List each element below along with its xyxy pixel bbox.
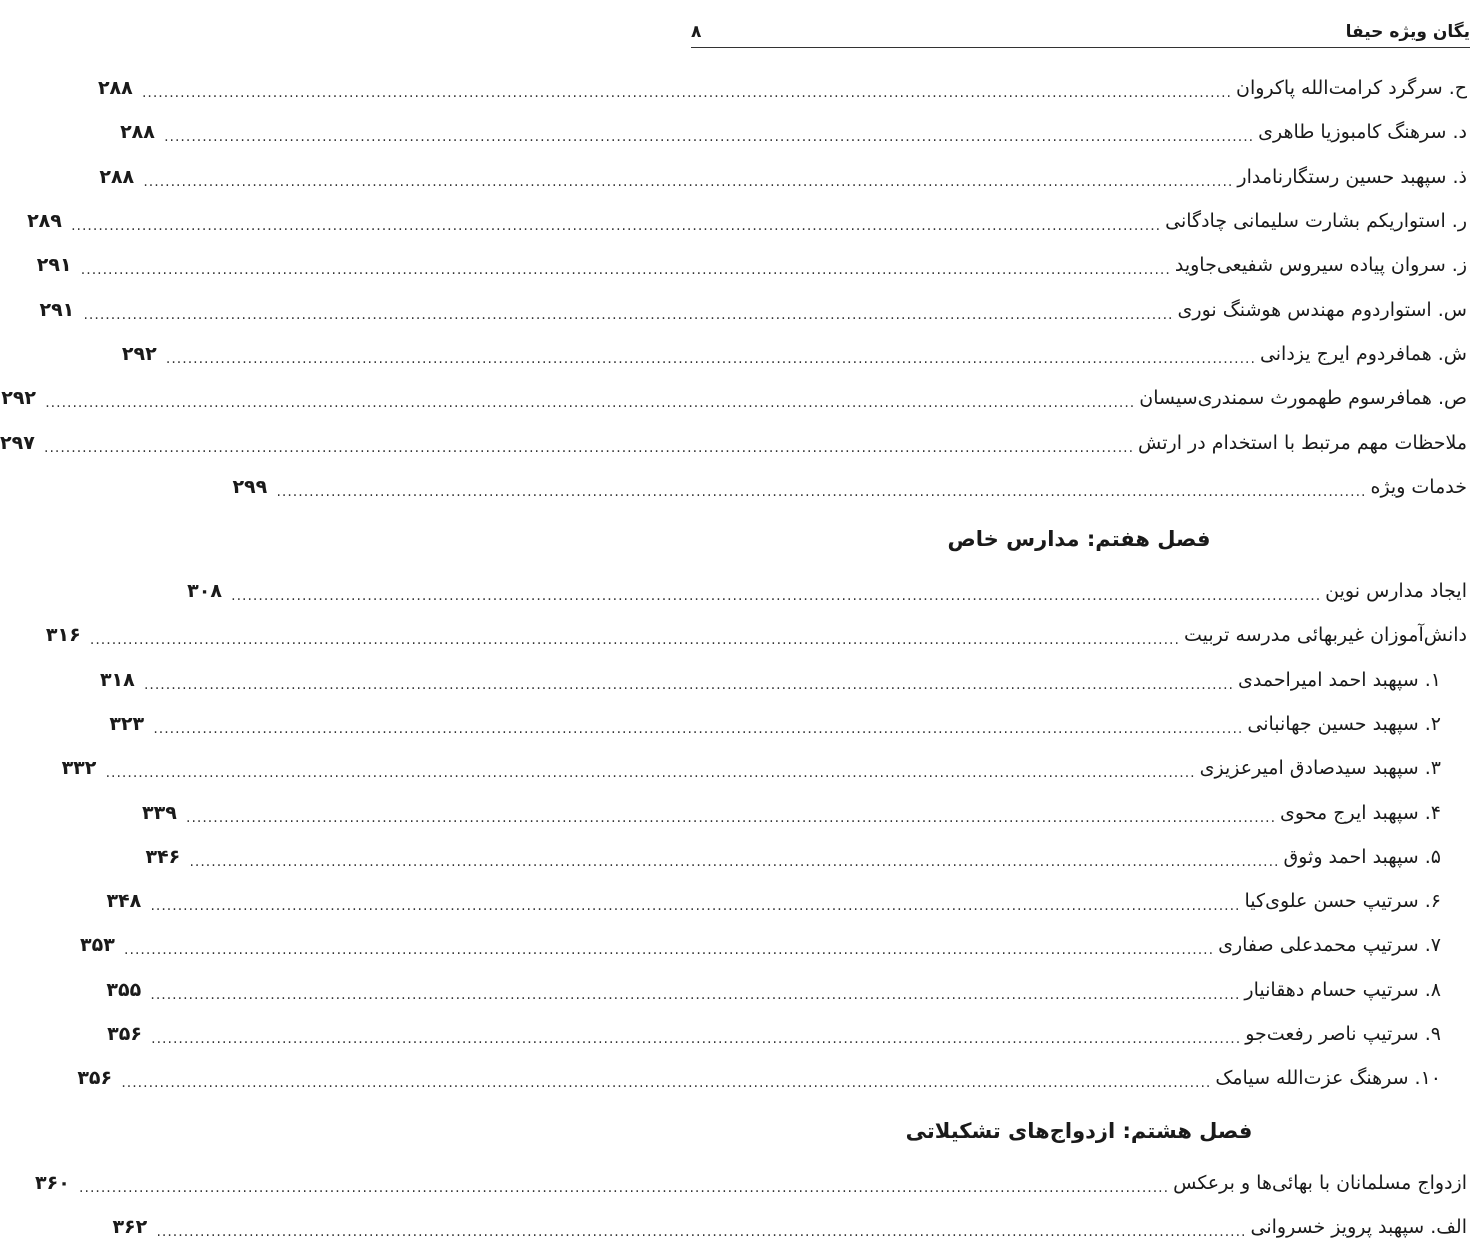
toc-entry-page-number: ۳۵۵ bbox=[106, 978, 142, 1001]
dot-leader: ........................................................................................................................................................................................................ bbox=[150, 898, 1241, 915]
toc-entry-page-number: ۲۹۹ bbox=[232, 475, 268, 498]
table-of-contents bbox=[0, 66, 1467, 1249]
dot-leader: ........................................................................................................................................................................................................ bbox=[124, 942, 1215, 959]
toc-entry-title: ۳. سپهبد سیدصادق امیرعزیزی bbox=[1199, 757, 1441, 780]
toc-entry-title: ش. همافردوم ایرج یزدانی bbox=[1259, 342, 1467, 365]
toc-entry-page-number: ۳۶۰ bbox=[35, 1171, 70, 1194]
toc-entry[interactable] bbox=[1, 376, 1467, 420]
toc-entry-page-number: ۳۲۳ bbox=[109, 713, 145, 735]
toc-entry[interactable] bbox=[97, 66, 1467, 110]
dot-leader: ........................................................................................................................................................................................................ bbox=[276, 483, 1367, 500]
dot-leader: ........................................................................................................................................................................................................ bbox=[165, 350, 1256, 367]
dot-leader: ........................................................................................................................................................................................................ bbox=[143, 173, 1234, 190]
dot-leader: ........................................................................................................................................................................................................ bbox=[143, 676, 1234, 693]
dot-leader: ........................................................................................................................................................................................................ bbox=[71, 218, 1162, 235]
toc-entry[interactable] bbox=[120, 110, 1467, 154]
toc-entry[interactable] bbox=[61, 746, 1467, 790]
dot-leader: ........................................................................................................................................................................................................ bbox=[186, 809, 1277, 826]
header-rule bbox=[691, 47, 1470, 48]
dot-leader: ........................................................................................................................................................................................................ bbox=[121, 1075, 1212, 1092]
toc-entry[interactable] bbox=[27, 199, 1467, 243]
toc-entry[interactable] bbox=[99, 155, 1467, 199]
dot-leader: ........................................................................................................................................................................................................ bbox=[80, 262, 1171, 279]
toc-entry-title: ملاحظات مهم مرتبط با استخدام در ارتش bbox=[1138, 431, 1467, 454]
toc-entry-title: ۷. سرتیپ محمدعلی صفاری bbox=[1218, 934, 1441, 957]
toc-entry-title: د. سرهنگ کامبوزیا طاهری bbox=[1258, 121, 1467, 144]
toc-entry[interactable] bbox=[36, 243, 1467, 287]
dot-leader: ........................................................................................................................................................................................................ bbox=[45, 395, 1136, 412]
toc-entry-page-number: ۲۹۲ bbox=[121, 342, 157, 365]
toc-entry-title: ۵. سپهبد احمد وثوق bbox=[1283, 845, 1441, 868]
toc-entry-page-number: ۲۸۸ bbox=[97, 77, 133, 100]
dot-leader: ........................................................................................................................................................................................................ bbox=[164, 129, 1255, 146]
toc-entry-title: س. استواردوم مهندس هوشنگ نوری bbox=[1177, 298, 1467, 321]
dot-leader: ........................................................................................................................................................................................................ bbox=[156, 1223, 1247, 1240]
toc-entry-page-number: ۳۵۶ bbox=[107, 1023, 142, 1046]
toc-entry-title: ز. سروان پیاده سیروس شفیعی‌جاوید bbox=[1174, 254, 1467, 277]
toc-entry-page-number: ۳۴۶ bbox=[145, 845, 181, 868]
dot-leader: ........................................................................................................................................................................................................ bbox=[189, 853, 1280, 870]
toc-entry[interactable] bbox=[112, 1205, 1467, 1249]
toc-entry-title: الف. سپهبد پرویز خسروانی bbox=[1250, 1215, 1467, 1238]
toc-entry[interactable] bbox=[187, 569, 1467, 613]
toc-entry[interactable] bbox=[145, 835, 1467, 879]
toc-entry[interactable] bbox=[106, 879, 1467, 923]
dot-leader: ........................................................................................................................................................................................................ bbox=[141, 85, 1232, 102]
toc-entry-title: ۱. سپهبد احمد امیراحمدی bbox=[1237, 668, 1441, 691]
toc-entry[interactable] bbox=[77, 1056, 1467, 1100]
toc-entry-title: ص. همافرسوم طهمورث سمندری‌سیسان bbox=[1139, 387, 1467, 410]
dot-leader: ........................................................................................................................................................................................................ bbox=[231, 588, 1322, 605]
toc-entry-page-number: ۲۹۱ bbox=[36, 254, 72, 277]
running-head-page-number: ۸ bbox=[691, 22, 702, 42]
toc-entry-page-number: ۳۳۹ bbox=[142, 801, 177, 824]
toc-entry-page-number: ۳۵۳ bbox=[80, 934, 115, 957]
dot-leader: ........................................................................................................................................................................................................ bbox=[79, 1179, 1170, 1196]
toc-entry-page-number: ۲۹۱ bbox=[39, 298, 75, 321]
dot-leader: ........................................................................................................................................................................................................ bbox=[105, 765, 1196, 782]
chapter-heading: فصل هفتم: مدارس خاص bbox=[947, 526, 1211, 551]
toc-entry-page-number: ۳۵۶ bbox=[77, 1067, 113, 1090]
toc-entry-title: ایجاد مدارس نوین bbox=[1325, 580, 1467, 603]
toc-entry[interactable] bbox=[99, 658, 1467, 702]
toc-entry[interactable] bbox=[142, 790, 1467, 834]
toc-entry-title: ر. استواریکم بشارت سلیمانی چادگانی bbox=[1165, 210, 1467, 233]
dot-leader: ........................................................................................................................................................................................................ bbox=[44, 439, 1135, 456]
dot-leader: ........................................................................................................................................................................................................ bbox=[83, 306, 1174, 323]
dot-leader: ........................................................................................................................................................................................................ bbox=[150, 986, 1241, 1003]
toc-entry-title: ۱۰. سرهنگ عزت‌الله سیامک bbox=[1215, 1067, 1441, 1090]
toc-entry-title: ح. سرگرد کرامت‌الله پاکروان bbox=[1235, 77, 1467, 100]
toc-entry-title: ذ. سپهبد حسین رستگارنامدار bbox=[1237, 165, 1467, 188]
toc-entry-title: ازدواج مسلمانان با بهائی‌ها و برعکس bbox=[1173, 1171, 1467, 1194]
running-head-title: یگان ویژه حیفا bbox=[1345, 22, 1470, 42]
toc-entry[interactable] bbox=[232, 465, 1467, 509]
running-head bbox=[691, 16, 1470, 42]
dot-leader: ........................................................................................................................................................................................................ bbox=[153, 721, 1244, 737]
toc-entry-title: خدمات ویژه bbox=[1370, 475, 1467, 498]
toc-entry[interactable] bbox=[39, 287, 1467, 331]
toc-entry-title: ۴. سپهبد ایرج محوی bbox=[1280, 801, 1441, 824]
toc-entry[interactable] bbox=[107, 1012, 1467, 1056]
toc-entry-page-number: ۳۶۲ bbox=[112, 1215, 148, 1238]
toc-entry-page-number: ۳۳۲ bbox=[61, 757, 97, 780]
toc-entry-page-number: ۲۸۸ bbox=[99, 165, 135, 188]
toc-entry-page-number: ۳۱۶ bbox=[45, 624, 81, 647]
dot-leader: ........................................................................................................................................................................................................ bbox=[151, 1031, 1242, 1048]
toc-entry-title: ۸. سرتیپ حسام دهقانیار bbox=[1244, 978, 1441, 1001]
toc-entry-page-number: ۳۱۸ bbox=[99, 668, 135, 691]
toc-entry[interactable] bbox=[106, 968, 1467, 1012]
toc-entry[interactable] bbox=[109, 702, 1467, 746]
toc-entry-title: دانش‌آموزان غیربهائی مدرسه تربیت bbox=[1183, 624, 1467, 647]
chapter-heading: فصل هشتم: ازدواج‌های تشکیلاتی bbox=[905, 1118, 1253, 1143]
toc-entry[interactable] bbox=[121, 332, 1467, 376]
toc-entry-page-number: ۳۰۸ bbox=[187, 580, 222, 603]
toc-entry[interactable] bbox=[0, 420, 1467, 464]
toc-entry-page-number: ۳۴۸ bbox=[106, 890, 142, 913]
toc-entry-title: ۹. سرتیپ ناصر رفعت‌جو bbox=[1245, 1023, 1441, 1046]
dot-leader: ........................................................................................................................................................................................................ bbox=[89, 632, 1180, 649]
toc-entry-title: ۲. سپهبد حسین جهانبانی bbox=[1247, 713, 1441, 735]
toc-entry[interactable] bbox=[35, 1161, 1467, 1205]
toc-entry[interactable] bbox=[80, 923, 1467, 967]
toc-entry-title: ۶. سرتیپ حسن علوی‌کیا bbox=[1244, 890, 1441, 913]
toc-entry-page-number: ۲۹۷ bbox=[0, 431, 35, 454]
toc-entry-page-number: ۲۸۸ bbox=[120, 121, 155, 144]
toc-entry-page-number: ۲۸۹ bbox=[27, 210, 62, 233]
toc-entry[interactable] bbox=[45, 613, 1467, 657]
toc-entry-page-number: ۲۹۲ bbox=[1, 387, 37, 410]
